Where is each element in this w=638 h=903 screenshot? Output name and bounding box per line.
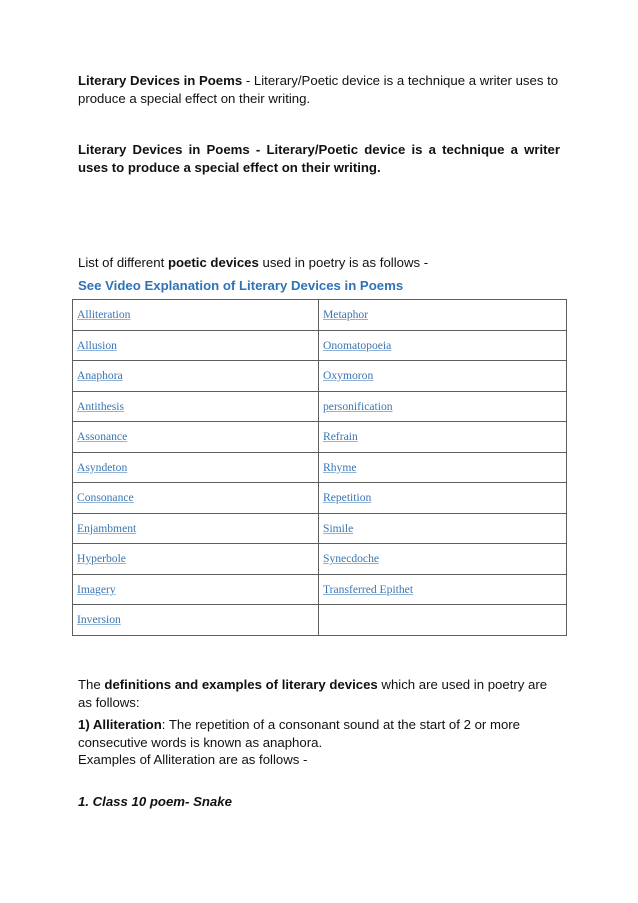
table-row	[73, 361, 567, 392]
table-row	[73, 391, 567, 422]
device-cell[interactable]	[319, 330, 567, 361]
device-link[interactable]: Simile	[323, 521, 354, 535]
device-link[interactable]: Repetition	[323, 491, 372, 505]
device-link[interactable]: Hyperbole	[77, 552, 126, 566]
device-cell[interactable]	[73, 330, 319, 361]
intro-text: - Literary/Poetic device is a technique a writer uses to produce a special effect on their writing.	[78, 73, 559, 106]
device-link[interactable]: Alliteration	[77, 308, 131, 322]
device-cell[interactable]	[73, 513, 319, 544]
device-cell[interactable]	[319, 574, 567, 605]
alliteration-definition	[78, 716, 560, 769]
device-link[interactable]: Oxymoron	[323, 369, 374, 383]
alliteration-label: 1) Alliteration	[78, 717, 162, 732]
device-cell[interactable]	[73, 361, 319, 392]
intro-title: Literary Devices in Poems	[78, 73, 243, 88]
alliteration-examples: Examples of Alliteration are as follows -	[78, 752, 308, 767]
device-cell[interactable]	[73, 574, 319, 605]
device-link[interactable]: Transferred Epithet	[323, 582, 414, 596]
device-link[interactable]: Refrain	[323, 430, 358, 444]
device-link[interactable]: Consonance	[77, 491, 134, 505]
device-link[interactable]: Onomatopoeia	[323, 338, 392, 352]
definitions-intro-paragraph	[78, 676, 560, 711]
table-row	[73, 574, 567, 605]
device-link[interactable]: Enjambment	[77, 521, 137, 535]
table-row	[73, 483, 567, 514]
table-row	[73, 605, 567, 636]
intro-bold-paragraph: Literary Devices in Poems - Literary/Poetic device is a technique a writer uses to produce a special effect on their writing.	[78, 142, 560, 175]
device-link[interactable]: Asyndeton	[77, 460, 128, 474]
device-link[interactable]: Anaphora	[77, 369, 123, 383]
device-link[interactable]: Assonance	[77, 430, 128, 444]
devices-table	[72, 299, 567, 636]
example-heading: 1. Class 10 poem- Snake	[78, 794, 232, 809]
alliteration-text: : The repetition of a consonant sound at the start of 2 or more consecutive words is known as anaphora.	[78, 717, 521, 750]
device-link[interactable]: Allusion	[77, 338, 117, 352]
table-row	[73, 513, 567, 544]
device-cell[interactable]	[319, 422, 567, 453]
list-intro-after: used in poetry is as follows -	[258, 255, 429, 270]
device-cell[interactable]	[73, 391, 319, 422]
definitions-intro-before: The	[78, 677, 105, 692]
device-cell[interactable]	[319, 391, 567, 422]
definitions-intro-after: which are used in poetry are as follows:	[78, 677, 548, 710]
device-link[interactable]: personification	[323, 399, 393, 413]
device-cell[interactable]	[73, 422, 319, 453]
device-link[interactable]: Imagery	[77, 582, 116, 596]
device-cell[interactable]	[73, 483, 319, 514]
device-link[interactable]: Synecdoche	[323, 552, 380, 566]
device-link[interactable]: Metaphor	[323, 308, 369, 322]
table-row	[73, 422, 567, 453]
device-cell[interactable]	[319, 361, 567, 392]
list-intro-paragraph	[78, 254, 560, 272]
device-cell	[319, 605, 567, 636]
table-row	[73, 300, 567, 331]
definitions-intro-bold: definitions and examples of literary devices	[104, 677, 378, 692]
device-link[interactable]: Inversion	[77, 613, 121, 627]
table-row	[73, 452, 567, 483]
device-cell[interactable]	[73, 605, 319, 636]
list-intro-before: List of different	[78, 255, 168, 270]
device-cell[interactable]	[319, 544, 567, 575]
intro-paragraph	[78, 72, 560, 107]
device-cell[interactable]	[319, 513, 567, 544]
device-cell[interactable]	[73, 300, 319, 331]
device-cell[interactable]	[319, 452, 567, 483]
table-row	[73, 544, 567, 575]
device-link[interactable]: Antithesis	[77, 399, 125, 413]
device-cell[interactable]	[319, 300, 567, 331]
list-intro-bold: poetic devices	[167, 255, 259, 270]
device-cell[interactable]	[73, 544, 319, 575]
device-link[interactable]: Rhyme	[323, 460, 357, 474]
device-cell[interactable]	[319, 483, 567, 514]
table-row	[73, 330, 567, 361]
video-explanation-link[interactable]: See Video Explanation of Literary Devices in Poems	[78, 278, 404, 293]
device-cell[interactable]	[73, 452, 319, 483]
